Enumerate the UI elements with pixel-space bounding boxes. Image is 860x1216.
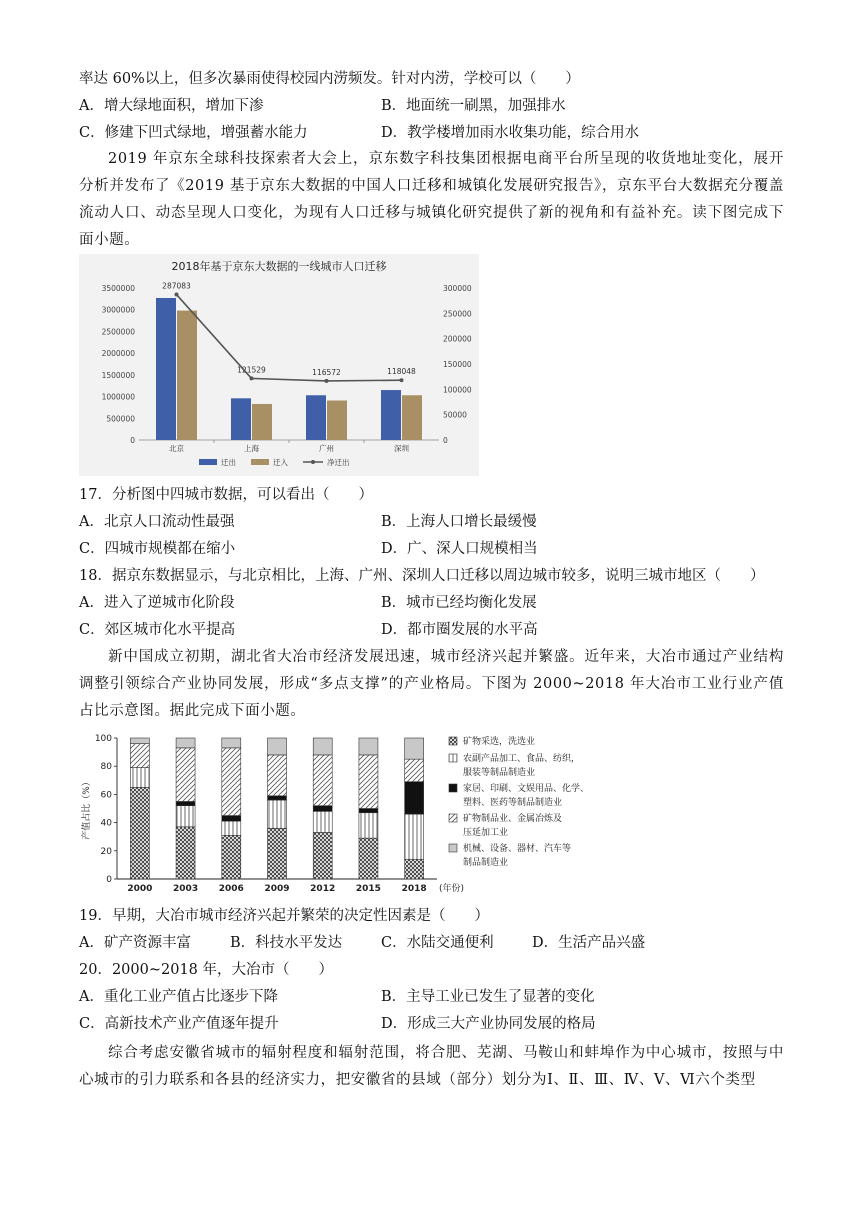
data-label: 287083: [162, 281, 191, 291]
right-tick-label: 50000: [443, 410, 467, 420]
left-tick-label: 0: [130, 436, 135, 445]
net-outflow-point: [325, 379, 329, 383]
stack-segment: [130, 744, 149, 768]
legend-swatch: [449, 737, 457, 745]
right-tick-label: 250000: [443, 309, 472, 319]
legend-label: 家居、印刷、文娱用品、化学、: [463, 784, 590, 794]
left-tick-label: 2000000: [101, 349, 135, 359]
q20-option-a: A．重化工业产值占比逐步下降: [79, 989, 278, 1005]
stack-segment: [176, 827, 195, 879]
data-label: 116572: [312, 367, 341, 377]
stack-segment: [222, 835, 241, 879]
stack-segment: [405, 759, 424, 782]
left-tick-label: 2500000: [101, 327, 135, 337]
stack-segment: [130, 787, 149, 879]
legend-label: 服装等制品制造业: [463, 768, 536, 778]
legend-label: 机械、设备、器材、汽车等: [463, 844, 572, 854]
stack-segment: [268, 796, 287, 800]
q18-option-b: B．城市已经均衡化发展: [381, 595, 537, 611]
q16-stem: 率达 60%以上，但多次暴雨使得校园内涝频发。针对内涝，学校可以（ ）: [79, 71, 580, 87]
legend-label: 矿物制品业、金属冶炼及: [463, 814, 563, 824]
stack-segment: [176, 738, 195, 748]
stack-segment: [222, 816, 241, 822]
intro-daye-paragraph: 新中国成立初期，湖北省大冶市经济发展迅速，城市经济兴起并繁盛。近年来，大冶市通过产业结构调整引领综合产业协同发展，形成“多点支撑”的产业格局。下图为 2000~2018 年大冶市工业行业产值占比示意图。据此完成下面小题。: [79, 649, 784, 719]
q16-option-c: C．修建下凹式绿地，增强蓄水能力: [79, 125, 308, 141]
stack-segment: [313, 811, 332, 832]
q19-option-a: A．矿产资源丰富: [79, 935, 191, 951]
q17-option-d: D．广、深人口规模相当: [381, 541, 538, 557]
q17-option-c: C．四城市规模都在缩小: [79, 541, 236, 557]
stack-segment: [313, 755, 332, 806]
q19-option-d: D．生活产品兴盛: [532, 935, 646, 951]
category-label: 深圳: [394, 444, 409, 453]
q16-option-b: B．地面统一刷黑，加强排水: [381, 98, 566, 114]
legend-swatch-out: [199, 459, 217, 465]
bar-in: [252, 404, 272, 440]
stack-segment: [130, 768, 149, 788]
intro-jd-paragraph: 2019 年京东全球科技探索者大会上，京东数字科技集团根据电商平台所呈现的收货地址变化，展开分析并发布了《2019 基于京东大数据的中国人口迁移和城镇化发展研究报告》，京东平台大数据充分覆盖流动人口、动态呈现人口变化，为现有人口迁移与城镇化研究提供了新的视角和有益补充。读下图完成下面小题。: [79, 151, 784, 248]
q18-option-d: D．都市圈发展的水平高: [381, 622, 538, 638]
stack-segment: [405, 782, 424, 814]
y-tick-label: 100: [94, 734, 112, 744]
stack-segment: [359, 838, 378, 879]
legend-swatch: [449, 814, 457, 822]
x-tick-label: 2018: [401, 884, 427, 894]
right-tick-label: 150000: [443, 360, 472, 369]
q20-option-c: C．高新技术产业产值逐年提升: [79, 1016, 279, 1032]
stack-segment: [313, 738, 332, 755]
stack-segment: [313, 806, 332, 812]
q20-option-d: D．形成三大产业协同发展的格局: [381, 1016, 596, 1032]
data-label: 118048: [387, 367, 416, 377]
data-label: 121529: [237, 365, 266, 375]
net-outflow-point: [175, 293, 179, 297]
q18-option-c: C．郊区城市化水平提高: [79, 622, 236, 638]
industry-share-chart: [79, 730, 639, 898]
left-tick-label: 1000000: [101, 392, 135, 402]
stack-segment: [268, 828, 287, 879]
stack-segment: [405, 859, 424, 879]
migration-chart: [79, 254, 479, 476]
category-label: 北京: [169, 444, 184, 453]
right-tick-label: 0: [443, 436, 448, 445]
stack-segment: [313, 832, 332, 879]
bar-out: [381, 390, 401, 440]
stack-segment: [268, 738, 287, 755]
stack-segment: [405, 814, 424, 859]
chart-title: 2018年基于京东大数据的一线城市人口迁移: [171, 260, 387, 273]
left-tick-label: 500000: [106, 414, 135, 424]
stack-segment: [176, 806, 195, 827]
net-outflow-point: [400, 378, 404, 382]
legend-label: 农副产品加工、食品、纺织，: [463, 754, 581, 764]
stack-segment: [176, 801, 195, 805]
y-tick-label: 40: [100, 818, 112, 829]
y-tick-label: 60: [100, 790, 112, 801]
legend-swatch: [449, 844, 457, 852]
left-tick-label: 3000000: [101, 305, 135, 315]
bar-in: [327, 400, 347, 440]
y-tick-label: 0: [106, 875, 112, 885]
y-axis-title: 产值占比（%）: [82, 777, 92, 840]
legend-label: 净迁出: [327, 458, 350, 467]
legend-label: 制品制造业: [463, 858, 509, 868]
stack-segment: [268, 800, 287, 828]
stack-segment: [222, 748, 241, 816]
stack-segment: [222, 738, 241, 748]
legend-label: 矿物采选，洗选业: [463, 737, 536, 747]
stack-segment: [359, 738, 378, 755]
stack-segment: [222, 821, 241, 835]
x-tick-label: 2009: [264, 884, 290, 894]
bar-out: [156, 298, 176, 440]
legend-swatch-in: [251, 459, 269, 465]
stack-segment: [130, 738, 149, 744]
category-label: 上海: [244, 444, 259, 453]
stack-segment: [405, 738, 424, 759]
left-tick-label: 3500000: [101, 284, 135, 293]
q16-option-a: A．增大绿地面积，增加下渗: [79, 98, 264, 114]
legend-swatch: [449, 784, 457, 792]
q19-option-c: C．水陆交通便利: [381, 935, 494, 951]
stack-segment: [359, 755, 378, 809]
q18-stem: 18．据京东数据显示，与北京相比，上海、广州、深圳人口迁移以周边城市较多，说明三城市地区（ ）: [79, 568, 765, 584]
legend-label: 压延加工业: [463, 828, 509, 838]
bar-out: [231, 398, 251, 440]
stack-segment: [359, 813, 378, 838]
stack-segment: [176, 748, 195, 802]
x-axis-title: (年份): [439, 884, 465, 894]
q18-option-a: A．进入了逆城市化阶段: [79, 595, 235, 611]
stack-segment: [359, 809, 378, 813]
right-tick-label: 200000: [443, 334, 472, 344]
q19-stem: 19．早期，大冶市城市经济兴起并繁荣的决定性因素是（ ）: [79, 908, 489, 924]
x-tick-label: 2006: [218, 884, 244, 894]
right-tick-label: 300000: [443, 284, 472, 293]
stack-segment: [268, 755, 287, 796]
legend-label: 迁入: [273, 458, 288, 467]
bar-in: [177, 311, 197, 440]
q17-option-a: A．北京人口流动性最强: [79, 514, 235, 530]
q17-stem: 17．分析图中四城市数据，可以看出（ ）: [79, 487, 373, 503]
bar-in: [402, 395, 422, 440]
y-tick-label: 20: [100, 846, 112, 857]
x-tick-label: 2012: [310, 884, 336, 894]
net-outflow-point: [250, 376, 254, 380]
intro-anhui-paragraph: 综合考虑安徽省城市的辐射程度和辐射范围，将合肥、芜湖、马鞍山和蚌埠作为中心城市，按照与中心城市的引力联系和各县的经济实力，把安徽省的县域（部分）划分为Ⅰ、Ⅱ、Ⅲ、Ⅳ、Ⅴ、Ⅵ六个类型: [79, 1045, 784, 1088]
category-label: 广州: [319, 444, 334, 453]
x-tick-label: 2015: [355, 884, 381, 894]
x-tick-label: 2000: [127, 884, 153, 894]
legend-swatch: [449, 754, 457, 762]
q20-option-b: B．主导工业已发生了显著的变化: [381, 989, 595, 1005]
x-tick-label: 2003: [173, 884, 199, 894]
y-tick-label: 80: [100, 762, 112, 773]
q20-stem: 20．2000~2018 年，大冶市（ ）: [79, 962, 334, 978]
legend-label: 迁出: [221, 458, 236, 467]
bar-out: [306, 395, 326, 440]
legend-swatch-net-dot: [311, 460, 315, 464]
q19-option-b: B．科技水平发达: [230, 935, 343, 951]
q16-option-d: D．教学楼增加雨水收集功能，综合用水: [381, 125, 640, 141]
q17-option-b: B．上海人口增长最缓慢: [381, 514, 537, 530]
left-tick-label: 1500000: [101, 370, 135, 380]
legend-label: 塑料、医药等制品制造业: [463, 798, 563, 808]
right-tick-label: 100000: [443, 385, 472, 395]
